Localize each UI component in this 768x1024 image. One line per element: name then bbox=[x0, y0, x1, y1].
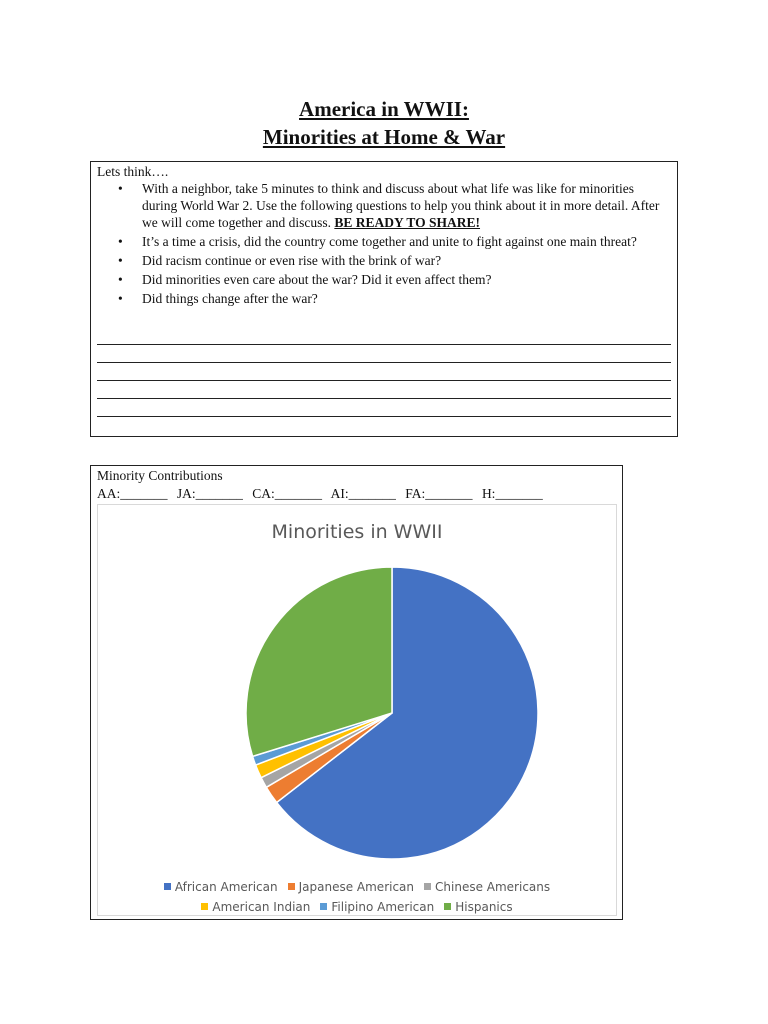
prompt-item bbox=[91, 290, 661, 307]
blank-ja[interactable]: JA:_______ bbox=[176, 486, 243, 501]
think-label: Lets think…. bbox=[97, 164, 169, 179]
blank-aa[interactable]: AA:_______ bbox=[97, 486, 168, 501]
legend-item bbox=[444, 900, 512, 914]
legend-swatch-icon bbox=[320, 903, 327, 910]
prompt-text: With a neighbor, take 5 minutes to think and discuss about what life was like for minorities during World War 2. Use the following questions to help you think about it in more detail. After we will come together and discuss. bbox=[142, 181, 660, 230]
answer-line[interactable] bbox=[97, 362, 671, 363]
blank-h[interactable]: H:_______ bbox=[481, 486, 543, 501]
bullet-icon: • bbox=[118, 272, 123, 287]
prompt-item bbox=[91, 180, 661, 231]
legend-item bbox=[201, 900, 310, 914]
pie-svg bbox=[98, 505, 616, 915]
legend-label: Japanese American bbox=[298, 880, 415, 894]
prompt-text: Did racism continue or even rise with the brink of war? bbox=[142, 253, 442, 268]
prompt-list bbox=[91, 180, 661, 309]
prompt-text: Did things change after the war? bbox=[142, 291, 318, 306]
share-emphasis: BE READY TO SHARE! bbox=[334, 215, 481, 230]
bullet-icon: • bbox=[118, 234, 123, 249]
think-box bbox=[90, 161, 678, 437]
answer-line[interactable] bbox=[97, 380, 671, 381]
prompt-text: It’s a time a crisis, did the country come together and unite to fight against one main threat? bbox=[142, 234, 637, 249]
contributions-box bbox=[90, 465, 623, 920]
answer-line[interactable] bbox=[97, 344, 671, 345]
legend-label: Chinese Americans bbox=[435, 880, 551, 894]
legend-swatch-icon bbox=[444, 903, 451, 910]
blank-ca[interactable]: CA:_______ bbox=[252, 486, 323, 501]
legend-swatch-icon bbox=[164, 883, 171, 890]
legend-swatch-icon bbox=[201, 903, 208, 910]
bullet-icon: • bbox=[118, 181, 123, 196]
contribution-blanks bbox=[97, 486, 549, 502]
legend-swatch-icon bbox=[424, 883, 431, 890]
answer-line[interactable] bbox=[97, 398, 671, 399]
legend-label: African American bbox=[174, 880, 278, 894]
answer-line[interactable] bbox=[97, 416, 671, 417]
legend-item bbox=[424, 880, 550, 894]
legend-label: Filipino American bbox=[331, 900, 435, 914]
bullet-icon: • bbox=[118, 291, 123, 306]
pie-chart bbox=[97, 504, 617, 916]
chart-title: Minorities in WWII bbox=[271, 521, 443, 543]
legend-row bbox=[98, 880, 616, 894]
legend-label: Hispanics bbox=[455, 900, 513, 914]
bullet-icon: • bbox=[118, 253, 123, 268]
legend-row bbox=[98, 900, 616, 914]
contributions-label: Minority Contributions bbox=[97, 468, 223, 483]
blank-ai[interactable]: AI:_______ bbox=[330, 486, 396, 501]
legend-label: American Indian bbox=[212, 900, 311, 914]
prompt-text: Did minorities even care about the war? Did it even affect them? bbox=[142, 272, 492, 287]
blank-fa[interactable]: FA:_______ bbox=[405, 486, 473, 501]
prompt-item bbox=[91, 271, 661, 288]
legend-item bbox=[288, 880, 414, 894]
page-title-line-2: Minorities at Home & War bbox=[262, 125, 506, 149]
legend-item bbox=[164, 880, 278, 894]
prompt-item bbox=[91, 233, 661, 250]
legend-swatch-icon bbox=[288, 883, 295, 890]
prompt-item bbox=[91, 252, 661, 269]
legend-item bbox=[320, 900, 434, 914]
page-title-line-1: America in WWII: bbox=[299, 97, 469, 121]
